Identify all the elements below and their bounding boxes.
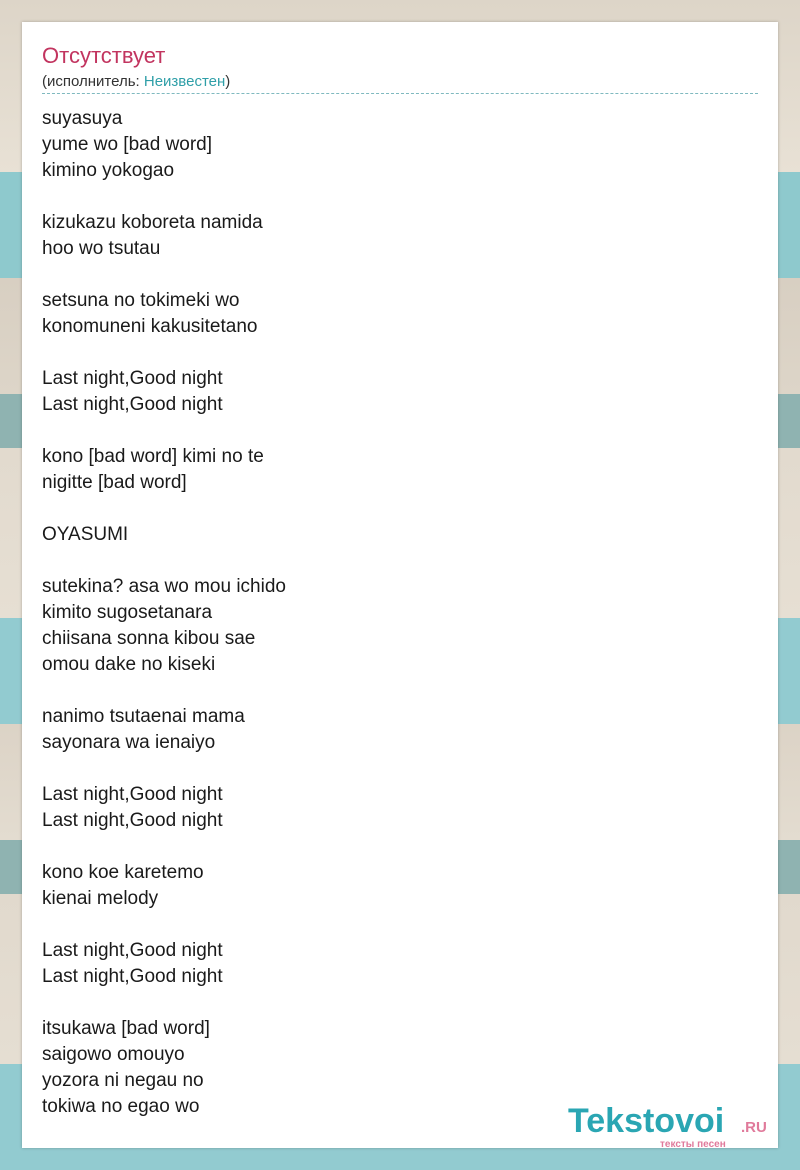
lyric-line xyxy=(42,678,286,704)
lyric-line: kimino yokogao xyxy=(42,160,175,181)
lyric-line: Last night,Good night xyxy=(42,940,223,961)
lyric-line: yume wo [bad word] xyxy=(42,134,213,155)
lyric-line: kimito sugosetanara xyxy=(42,602,213,623)
lyric-line: yozora ni negau no xyxy=(42,1070,204,1091)
lyric-line: sutekina? asa wo mou ichido xyxy=(42,576,286,597)
site-logo[interactable] xyxy=(568,1102,778,1148)
lyric-line xyxy=(42,262,286,288)
lyric-line: Last night,Good night xyxy=(42,784,223,805)
lyric-line xyxy=(42,496,286,522)
title-divider xyxy=(42,93,758,94)
lyric-line xyxy=(42,548,286,574)
song-title: Отсутствует xyxy=(42,43,166,68)
lyric-line: kono koe karetemo xyxy=(42,862,204,883)
lyric-line: chiisana sonna kibou sae xyxy=(42,628,256,649)
lyric-line xyxy=(42,184,286,210)
lyric-line: Last night,Good night xyxy=(42,394,223,415)
lyric-line xyxy=(42,756,286,782)
lyric-line: Last night,Good night xyxy=(42,966,223,987)
lyric-line xyxy=(42,834,286,860)
lyric-line: suyasuya xyxy=(42,108,123,129)
logo-wordmark: Tekstovoi xyxy=(568,1102,725,1140)
lyric-line: omou dake no kiseki xyxy=(42,654,216,675)
logo-tagline: тексты песен xyxy=(660,1139,726,1150)
artist-prefix: (исполнитель: xyxy=(42,73,144,90)
lyric-line xyxy=(42,990,286,1016)
artist-line xyxy=(42,73,230,90)
lyric-line: sayonara wa ienaiyo xyxy=(42,732,216,753)
lyric-line: saigowo omouyo xyxy=(42,1044,185,1065)
lyric-line: konomuneni kakusitetano xyxy=(42,316,258,337)
lyric-line: Last night,Good night xyxy=(42,810,223,831)
lyrics-text xyxy=(42,106,286,1120)
lyric-line: kienai melody xyxy=(42,888,159,909)
artist-link[interactable]: Неизвестен xyxy=(143,73,226,90)
lyric-line: nanimo tsutaenai mama xyxy=(42,706,245,727)
lyric-line: nigitte [bad word] xyxy=(42,472,187,493)
lyric-line: itsukawa [bad word] xyxy=(42,1018,210,1039)
artist-suffix: ) xyxy=(225,73,231,90)
lyrics-card xyxy=(22,22,778,1148)
lyric-line xyxy=(42,340,286,366)
lyric-line xyxy=(42,418,286,444)
lyric-line: Last night,Good night xyxy=(42,368,223,389)
lyric-line: hoo wo tsutau xyxy=(42,238,161,259)
lyric-line: kono [bad word] kimi no te xyxy=(42,446,264,467)
lyric-line: OYASUMI xyxy=(42,524,129,545)
lyric-line: tokiwa no egao wo xyxy=(42,1096,200,1117)
lyric-line: kizukazu koboreta namida xyxy=(42,212,263,233)
logo-domain: .RU xyxy=(741,1119,767,1136)
lyric-line: setsuna no tokimeki wo xyxy=(42,290,240,311)
lyric-line xyxy=(42,912,286,938)
